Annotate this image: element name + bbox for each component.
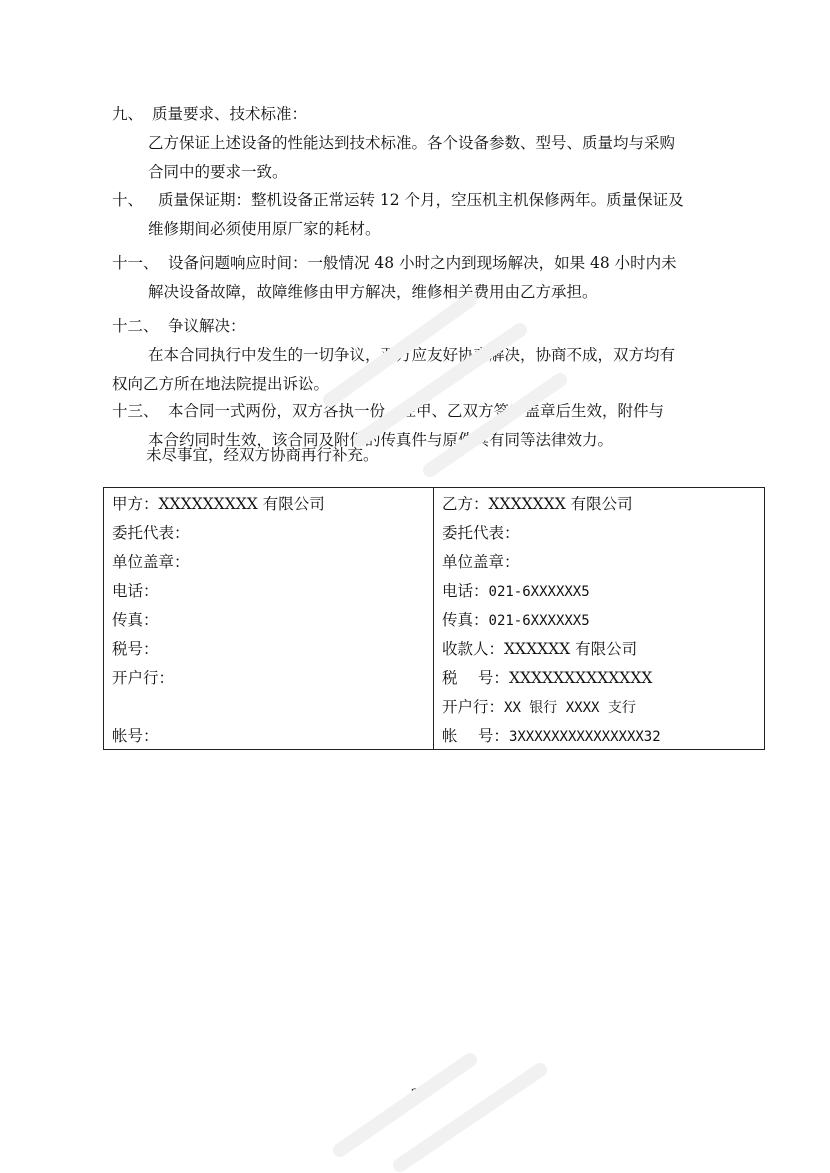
table-row: [104, 691, 765, 720]
table-row: [104, 633, 765, 662]
table-row: [104, 720, 765, 750]
party-b-fax: [434, 604, 765, 633]
clause-title: 设备问题响应时间：一般情况 48 小时之内到现场解决，如果 48 小时内未: [168, 254, 677, 272]
clause-12: [112, 312, 722, 399]
clause-line: 权向乙方所在地法院提出诉讼。: [112, 375, 330, 393]
clause-title: 争议解决：: [168, 317, 246, 335]
clause-9: [112, 100, 722, 187]
party-b-phone: [434, 575, 765, 604]
clause-number: 十一、: [112, 254, 159, 272]
clause-number: 十二、: [112, 317, 159, 335]
clause-line: 合同中的要求一致。: [148, 163, 288, 181]
table-row: [104, 604, 765, 633]
phone-value: 021-6XXXXXX5: [488, 583, 590, 600]
party-a-fax: 传真：: [104, 604, 434, 633]
party-b-bank: [434, 691, 765, 720]
clause-title: 质量保证期：整机设备正常运转 12 个月，空压机主机保修两年。质量保证及: [158, 191, 684, 209]
party-a-tax: 税号：: [104, 633, 434, 662]
table-row: [104, 546, 765, 575]
clause-title: 本合同一式两份，双方各执一份，经甲、乙双方签字盖章后生效，附件与: [168, 402, 665, 420]
party-b-seal: 单位盖章：: [434, 546, 765, 575]
bank-value: XX 银行 XXXX 支行: [504, 699, 636, 716]
party-a-rep: 委托代表：: [104, 517, 434, 546]
tax-value: XXXXXXXXXXXXX: [508, 668, 653, 687]
clause-title: 质量要求、技术标准：: [152, 105, 308, 123]
clause-number: 九、: [112, 105, 144, 123]
tax-label: 税 号：: [442, 668, 509, 687]
party-b-account: [434, 720, 765, 750]
party-b-rep: 委托代表：: [434, 517, 765, 546]
party-a-account: 帐号：: [104, 720, 434, 750]
empty-cell: [104, 691, 434, 720]
party-info-table: [103, 487, 765, 750]
account-label: 帐 号：: [442, 726, 509, 745]
table-row: [104, 662, 765, 691]
table-row: [104, 517, 765, 546]
clause-number: 十三、: [112, 402, 159, 420]
page-number: 2: [410, 1087, 420, 1102]
party-a-name: 甲方：XXXXXXXXX 有限公司: [104, 488, 434, 518]
table-row: [104, 488, 765, 518]
table-row: [104, 575, 765, 604]
clause-line: 本合约同时生效，该合同及附件的传真件与原件具有同等法律效力。: [148, 431, 614, 449]
closing-note: 未尽事宜，经双方协商再行补充。: [146, 446, 379, 464]
bank-label: 开户行：: [442, 697, 505, 716]
clause-11: [112, 249, 722, 307]
clause-line: 乙方保证上述设备的性能达到技术标准。各个设备参数、型号、质量均与采购: [148, 134, 676, 152]
party-b-tax: [434, 662, 765, 691]
party-b-payee: 收款人：XXXXXX 有限公司: [434, 633, 765, 662]
party-a-phone: 电话：: [104, 575, 434, 604]
clause-line: 解决设备故障，故障维修由甲方解决，维修相关费用由乙方承担。: [148, 283, 598, 301]
phone-label: 电话：: [442, 581, 489, 600]
account-value: 3XXXXXXXXXXXXXXX32: [508, 728, 661, 745]
fax-label: 传真：: [442, 610, 489, 629]
clause-line: 维修期间必须使用原厂家的耗材。: [148, 220, 381, 238]
clause-10: [112, 186, 722, 244]
party-b-name: 乙方：XXXXXXX 有限公司: [434, 488, 765, 518]
fax-value: 021-6XXXXXX5: [488, 612, 590, 629]
clause-number: 十、: [112, 191, 144, 209]
party-a-seal: 单位盖章：: [104, 546, 434, 575]
party-a-bank: 开户行：: [104, 662, 434, 691]
clause-line: 在本合同执行中发生的一切争议，双方应友好协商解决，协商不成，双方均有: [148, 346, 676, 364]
